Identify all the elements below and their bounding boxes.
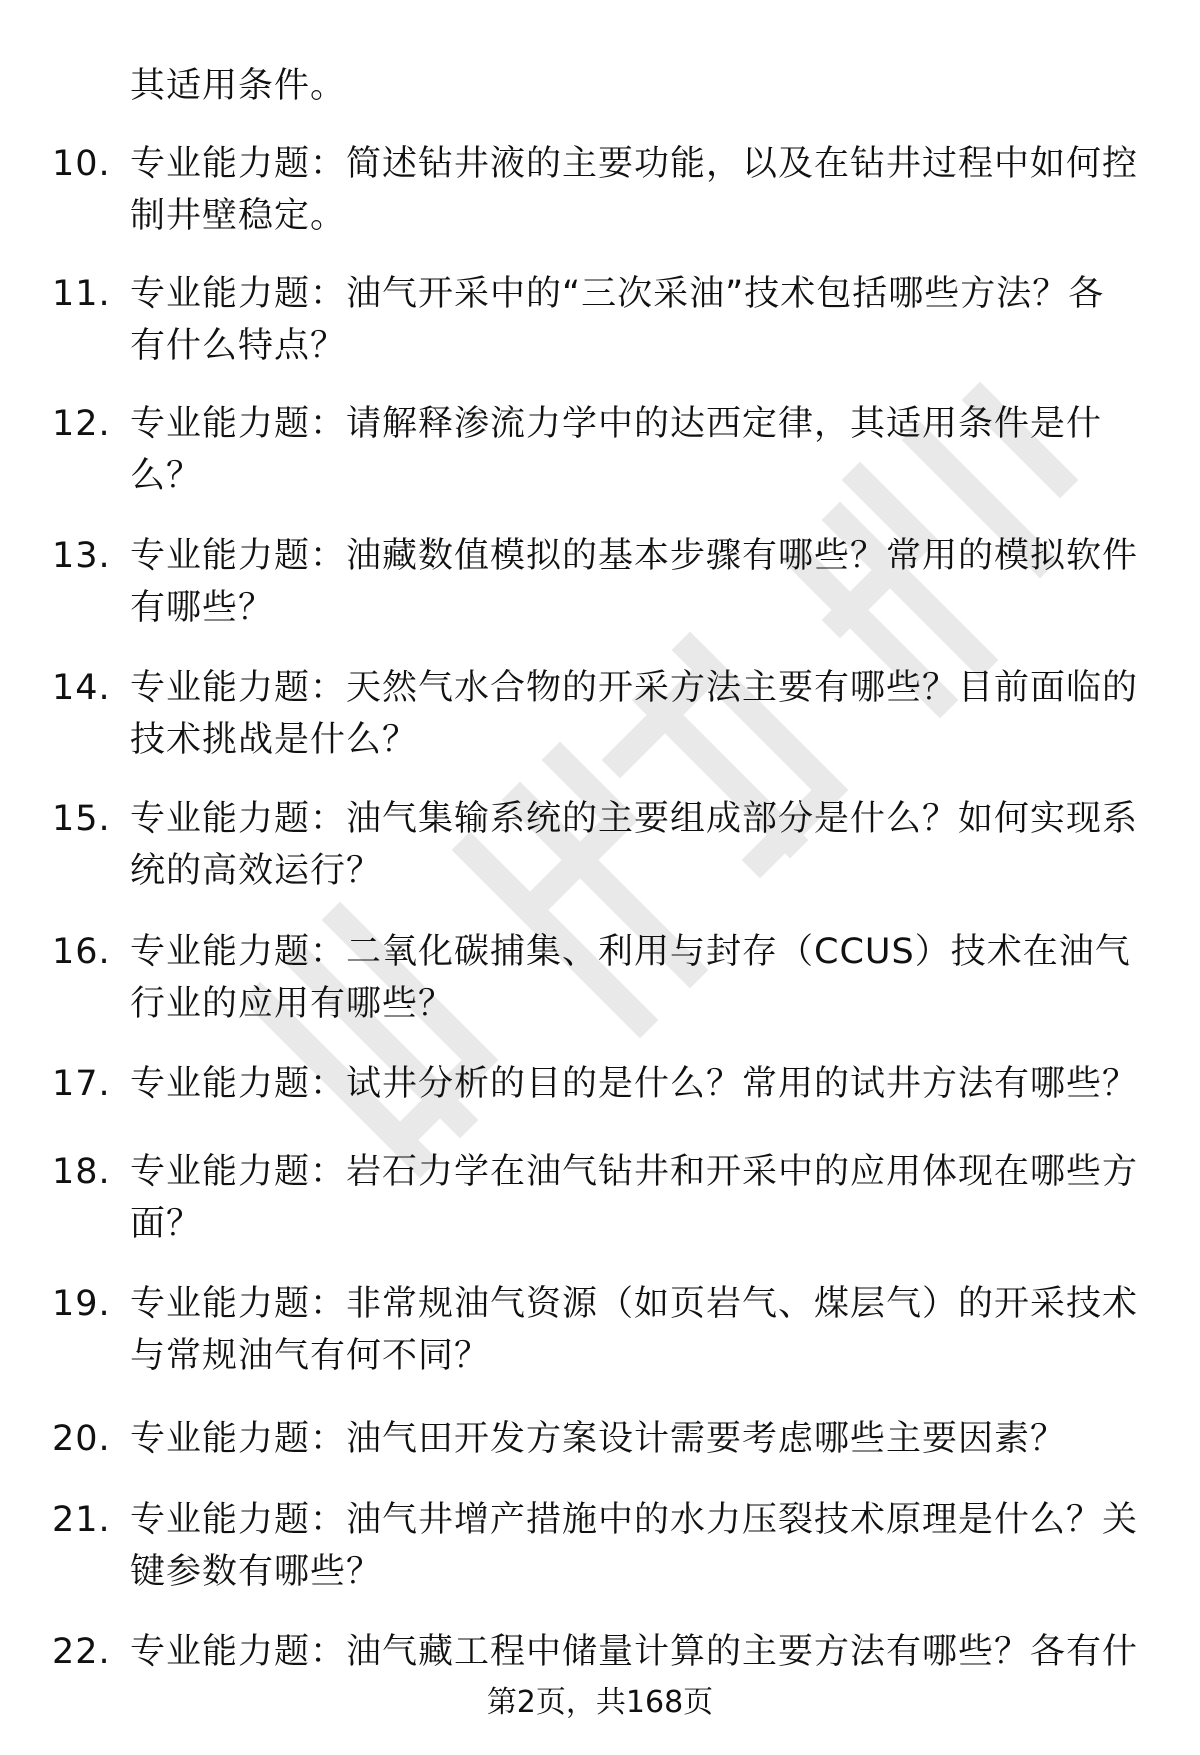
- question-text: 专业能力题：试井分析的目的是什么？常用的试井方法有哪些？: [130, 1064, 1139, 1104]
- question-number: 13.: [52, 536, 111, 576]
- question-number: 12.: [52, 404, 111, 444]
- question-number: 14.: [52, 668, 111, 708]
- question-text: 专业能力题：非常规油气资源（如页岩气、煤层气）的开采技术与常规油气有何不同？: [130, 1284, 1139, 1376]
- question-text: 专业能力题：油气田开发方案设计需要考虑哪些主要因素？: [130, 1419, 1067, 1459]
- question-text: 专业能力题：油气井增产措施中的水力压裂技术原理是什么？关键参数有哪些？: [130, 1500, 1139, 1592]
- question-text: 专业能力题：二氧化碳捕集、利用与封存（CCUS）技术在油气行业的应用有哪些？: [130, 932, 1131, 1024]
- question-text: 专业能力题：油气集输系统的主要组成部分是什么？如何实现系统的高效运行？: [130, 799, 1139, 891]
- question-number: 21.: [52, 1500, 111, 1540]
- question-text: 专业能力题：请解释渗流力学中的达西定律，其适用条件是什么？: [130, 404, 1103, 496]
- question-number: 15.: [52, 799, 111, 839]
- question-text: 专业能力题：简述钻井液的主要功能，以及在钻井过程中如何控制井壁稳定。: [130, 144, 1139, 236]
- question-text: 专业能力题：天然气水合物的开采方法主要有哪些？目前面临的技术挑战是什么？: [130, 668, 1139, 760]
- question-number: 17.: [52, 1064, 111, 1104]
- question-text: 专业能力题：油藏数值模拟的基本步骤有哪些？常用的模拟软件有哪些？: [130, 536, 1139, 628]
- question-number: 20.: [52, 1419, 111, 1459]
- question-number: 11.: [52, 274, 111, 314]
- question-number: 22.: [52, 1632, 111, 1672]
- question-number: 18.: [52, 1152, 111, 1192]
- question-number: 19.: [52, 1284, 111, 1324]
- question-text: 专业能力题：岩石力学在油气钻井和开采中的应用体现在哪些方面？: [130, 1152, 1139, 1244]
- question-text: 专业能力题：油气开采中的“三次采油”技术包括哪些方法？各有什么特点？: [130, 274, 1105, 366]
- question-number: 16.: [52, 932, 111, 972]
- page-footer: 第2页，共168页: [486, 1685, 714, 1720]
- continuation-text: 其适用条件。: [130, 66, 347, 106]
- question-text: 专业能力题：油气藏工程中储量计算的主要方法有哪些？各有什: [130, 1632, 1139, 1672]
- question-number: 10.: [52, 144, 111, 184]
